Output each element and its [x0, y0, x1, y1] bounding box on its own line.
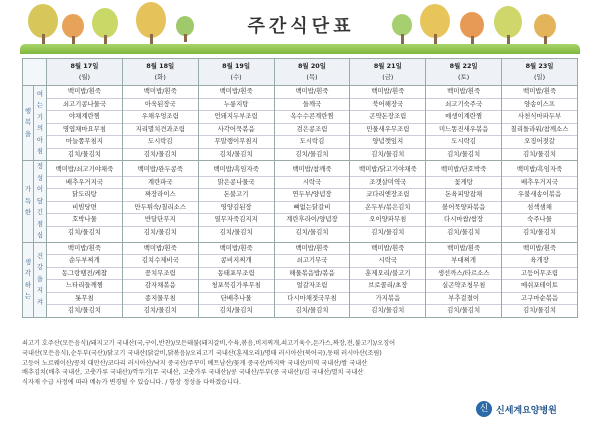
menu-cell [274, 161, 350, 243]
menu-item: 아욱된장국 [123, 98, 198, 111]
menu-item: 육개장 [502, 254, 577, 267]
menu-item: 시락국 [350, 254, 425, 267]
menu-item: 조갯살미역국 [350, 176, 425, 189]
menu-item: 단배추나물 [199, 292, 274, 305]
day-header: 8월 23일 (일) [502, 59, 578, 86]
menu-cell [47, 242, 123, 317]
menu-body [23, 86, 578, 318]
menu-item: 얼갈자조림 [275, 279, 350, 292]
menu-cell [47, 86, 123, 161]
menu-item: 다시마채젓국무침 [275, 292, 350, 305]
menu-item: 고구마순볶음 [502, 292, 577, 305]
menu-item: 맑은콩나물국 [199, 176, 274, 189]
menu-item: 고등어무조림 [502, 267, 577, 280]
menu-item: 브로콜리/초장 [350, 279, 425, 292]
menu-item: 백미밥/흰죽 [523, 243, 557, 252]
menu-item: 훈제오리/불고기 [350, 267, 425, 280]
menu-item: 꽃게탕 [426, 176, 501, 189]
day-header: 8월 17일 (월) [47, 59, 123, 86]
menu-item: 코다리엔장조림 [350, 188, 425, 201]
menu-cell [274, 86, 350, 161]
menu-item: 백미밥/흰죽 [219, 87, 253, 95]
weekly-menu-table [22, 58, 578, 318]
menu-cell [122, 86, 198, 161]
menu-item: 도시락김 [275, 135, 350, 148]
menu-item: 백미밥/흰죽 [219, 243, 253, 252]
menu-item: 청포묵김가루무침 [199, 279, 274, 292]
menu-item: 김치/물김치 [123, 226, 198, 239]
menu-item: 백미밥/닭고기야채죽 [358, 165, 417, 174]
menu-item: 사각어묵볶음 [199, 123, 274, 136]
menu-item: 김치/물김치 [47, 226, 122, 239]
menu-item: 해물볶음밥/볶음 [275, 267, 350, 280]
day-header: 8월 21일 (금) [350, 59, 426, 86]
menu-item: 김치/물김치 [47, 148, 122, 161]
menu-item: 김치/물김치 [199, 226, 274, 239]
menu-cell [350, 242, 426, 317]
menu-item: 백미밥/흰죽 [295, 243, 329, 252]
menu-item: 김치/물김치 [502, 226, 577, 239]
meal-row [23, 242, 578, 317]
menu-item: 만두튀숙/칠리소스 [123, 201, 198, 214]
menu-item: 부추겉절이 [426, 292, 501, 305]
menu-item: 섬섹샘채 [502, 201, 577, 214]
menu-item: 백미밥/흑임자죽 [213, 165, 259, 174]
menu-item: 시락국 [275, 176, 350, 189]
menu-item: 배추우거지국 [502, 176, 577, 189]
header-banner [0, 0, 600, 56]
menu-item: 김치/물김치 [426, 148, 501, 161]
menu-item: 칠리돌라워/참깨소스 [502, 123, 577, 136]
menu-item: 김치/물김치 [426, 226, 501, 239]
menu-cell [502, 86, 578, 161]
menu-item: 백미밥/흰죽 [143, 87, 177, 95]
menu-cell [122, 242, 198, 317]
menu-item: 반달단무지 [123, 213, 198, 226]
menu-item: 우채우엉조림 [123, 110, 198, 123]
menu-item: 온두부/볶은김치 [350, 201, 425, 214]
logo-name: 신세계요양병원 [496, 406, 557, 416]
meal-side-label: 행 복 을 [23, 86, 34, 161]
menu-item: 영양김된장 [199, 201, 274, 214]
menu-item: 김치/물김치 [199, 304, 274, 317]
menu-item: 돈불고기 [199, 188, 274, 201]
menu-item: 김치수제비국 [123, 254, 198, 267]
menu-cell [426, 242, 502, 317]
menu-item: 도시락김 [123, 135, 198, 148]
menu-item: 백미밥/흑임자죽 [516, 165, 563, 174]
menu-item: 동그랑땡전/케찹 [47, 267, 122, 280]
day-header: 8월 19일 (수) [198, 59, 274, 86]
menu-item: 백미밥/쇠고기야채죽 [55, 165, 114, 174]
menu-item: 김치/물김치 [275, 148, 350, 161]
menu-cell [350, 161, 426, 243]
menu-item: 언돼지두부조림 [199, 110, 274, 123]
menu-item: 느타리들깨찜 [47, 279, 122, 292]
menu-item: 야채계란찜 [47, 110, 122, 123]
menu-item: 백미밥/흰죽 [67, 243, 101, 252]
meal-side-label: 생 각 하 는 [23, 242, 34, 317]
menu-item: 백미밥/흰죽 [447, 87, 481, 95]
menu-item: 오이양파무침 [350, 213, 425, 226]
menu-item: 생선까스/타르소스 [426, 267, 501, 280]
menu-item: 곤약돈장조림 [350, 110, 425, 123]
menu-cell [274, 242, 350, 317]
menu-item: 백미밥/단호박죽 [440, 165, 487, 174]
menu-item: 백미밥/흰죽 [295, 87, 329, 95]
menu-item: 옥수수콘계란찜 [275, 110, 350, 123]
menu-item: 볼어묵양파볶음 [426, 201, 501, 214]
menu-item: 마늘쫑무침지 [47, 135, 122, 148]
menu-item: 오징어젓갈 [502, 135, 577, 148]
origin-line: 배추김치(배추 국내산, 고춧가루 국내산)/깍두기(무 국내산, 고춧가루 국내산)/콩 국내산/두부(콩 국내산)/김 국내산/멸치 국내산 [22, 369, 364, 377]
menu-item: 김치/물김치 [350, 304, 425, 317]
notice-line: 식자재 수급 사정에 따라 메뉴가 변경될 수 있습니다. / 항상 정성을 다하겠습니다. [22, 379, 241, 387]
menu-item: 동태포무조림 [199, 267, 274, 280]
menu-item: 미느똥진새우볶음 [426, 123, 501, 136]
menu-item: 백미밥/흰죽 [143, 243, 177, 252]
menu-item: 김치/물김치 [502, 304, 577, 317]
grass-strip [20, 44, 580, 54]
meal-row [23, 86, 578, 161]
menu-item: 쇠고기무국 [275, 254, 350, 267]
menu-item: 사천식마파두부 [502, 110, 577, 123]
meal-side-label: 가 득 한 [23, 161, 34, 243]
menu-item: 백미밥/참깨죽 [292, 165, 332, 174]
menu-item: 꽁치무조림 [123, 267, 198, 280]
menu-item: 부대찌개 [426, 254, 501, 267]
menu-item: 뼈없는닭갈비 [275, 201, 350, 214]
menu-item: 지리멸치견과조림 [123, 123, 198, 136]
menu-item: 김치/물김치 [123, 304, 198, 317]
menu-item: 민물새우무조림 [350, 123, 425, 136]
menu-item: 가지볶음 [350, 292, 425, 305]
menu-item: 도시락김 [426, 135, 501, 148]
menu-item: 연두부/양념장 [275, 188, 350, 201]
meal-row [23, 161, 578, 243]
day-header: 8월 18일 (화) [122, 59, 198, 86]
menu-item: 김치/물김치 [275, 304, 350, 317]
menu-item: 돈육피망잡채 [426, 188, 501, 201]
menu-item: 김치/물김치 [350, 148, 425, 161]
menu-item: 김치/물김치 [123, 148, 198, 161]
logo-mark-icon: 신 [476, 401, 492, 417]
menu-item: 백미밥/흰죽 [67, 87, 101, 95]
meal-label: 정 성 이 담 긴 점 심 [34, 161, 47, 243]
origin-notice [22, 339, 578, 388]
menu-item: 계란후라이/양념장 [275, 213, 350, 226]
day-header: 8월 20일 (목) [274, 59, 350, 86]
menu-item: 양념깻잎지 [350, 135, 425, 148]
corner-cell [23, 59, 47, 86]
menu-cell [426, 161, 502, 243]
menu-item: 백미밥/흰죽 [371, 87, 405, 95]
menu-item: 백미밥/완두콩죽 [137, 165, 183, 174]
menu-cell [350, 86, 426, 161]
menu-cell [426, 86, 502, 161]
menu-item: 백미밥/흰죽 [523, 87, 557, 95]
page-title: 주간식단표 [247, 16, 355, 37]
menu-item: 닭도리탕 [47, 188, 122, 201]
menu-item: 김치/물김치 [350, 226, 425, 239]
menu-item: 들깨국 [275, 98, 350, 111]
menu-item: 김치/물김치 [199, 148, 274, 161]
menu-item: 순두부찌개 [47, 254, 122, 267]
menu-item: 호박나물 [47, 213, 122, 226]
menu-cell [47, 161, 123, 243]
menu-item: 배추우거지국 [47, 176, 122, 189]
menu-cell [198, 242, 274, 317]
menu-item: 쇠고기콩나물국 [47, 98, 122, 111]
menu-item: 검은콩조림 [275, 123, 350, 136]
origin-line: 쇠고기 호주산(모든음식)/돼지고기 국내산(국,구이,반찬)/모든돼불(돼지갈비,수육,볶음,비지찌개,쇠고기육수,돈가스,짜장,전,불고기)/오징어 [22, 340, 396, 347]
menu-item: 감자채볶음 [123, 279, 198, 292]
day-header-row [23, 59, 578, 86]
menu-item: 백미밥/흰죽 [447, 243, 481, 252]
menu-item: 명엽채마요무침 [47, 123, 122, 136]
menu-item: 김치/물김치 [502, 148, 577, 161]
origin-line: 국내산(모든음식),순두부(국산)/닭고기 국내산(닭갈비,닭볶음)/오리고기 국내산(훈제오리)/명태 러시아산(북어국),동태 러시아산(조림) [22, 349, 382, 357]
hospital-logo [476, 398, 586, 420]
meal-label: 여 는 기 의 아 침 [34, 86, 47, 161]
menu-item: 다시마쌈/쌈장 [426, 213, 501, 226]
menu-item: 김치/물김치 [275, 226, 350, 239]
menu-item: 짜장라이스 [123, 188, 198, 201]
menu-item: 콩비지찌개 [199, 254, 274, 267]
menu-item: 메쉬포테이토 [502, 279, 577, 292]
menu-cell [502, 161, 578, 243]
menu-item: 실곤약조청무침 [426, 279, 501, 292]
menu-cell [198, 86, 274, 161]
menu-item: 열무자죽김지지 [199, 213, 274, 226]
origin-line: 고등어 노르웨이산/꽁치 대만산/코다리 러시아산/낙지 중국산/주꾸미 베트남산/꽃게 중국산/바지락 국내산/미역 국내산/쌀 국내산 [22, 359, 368, 367]
menu-item: 숙주나물 [502, 213, 577, 226]
menu-item: 무말랭이무침지 [199, 135, 274, 148]
meal-label: 건 강 을 지 켜 [34, 242, 47, 317]
menu-item: 종지물무침 [123, 292, 198, 305]
menu-item: 북어해장국 [350, 98, 425, 111]
menu-cell [122, 161, 198, 243]
menu-item: 비빔당면 [47, 201, 122, 214]
menu-item: 톳무침 [47, 292, 122, 305]
menu-item: 계란파국 [123, 176, 198, 189]
day-header: 8월 22일 (토) [426, 59, 502, 86]
menu-item: 매생이계란찜 [426, 110, 501, 123]
menu-item: 양송이스프 [502, 98, 577, 111]
menu-item: 김치/물김치 [47, 304, 122, 317]
menu-cell [502, 242, 578, 317]
menu-item: 누룽지탕 [199, 98, 274, 111]
menu-item: 우불새송이볶음 [502, 188, 577, 201]
menu-item: 쇠고기숙주국 [426, 98, 501, 111]
menu-item: 백미밥/흰죽 [371, 243, 405, 252]
menu-cell [198, 161, 274, 243]
menu-item: 김치/물김치 [426, 304, 501, 317]
